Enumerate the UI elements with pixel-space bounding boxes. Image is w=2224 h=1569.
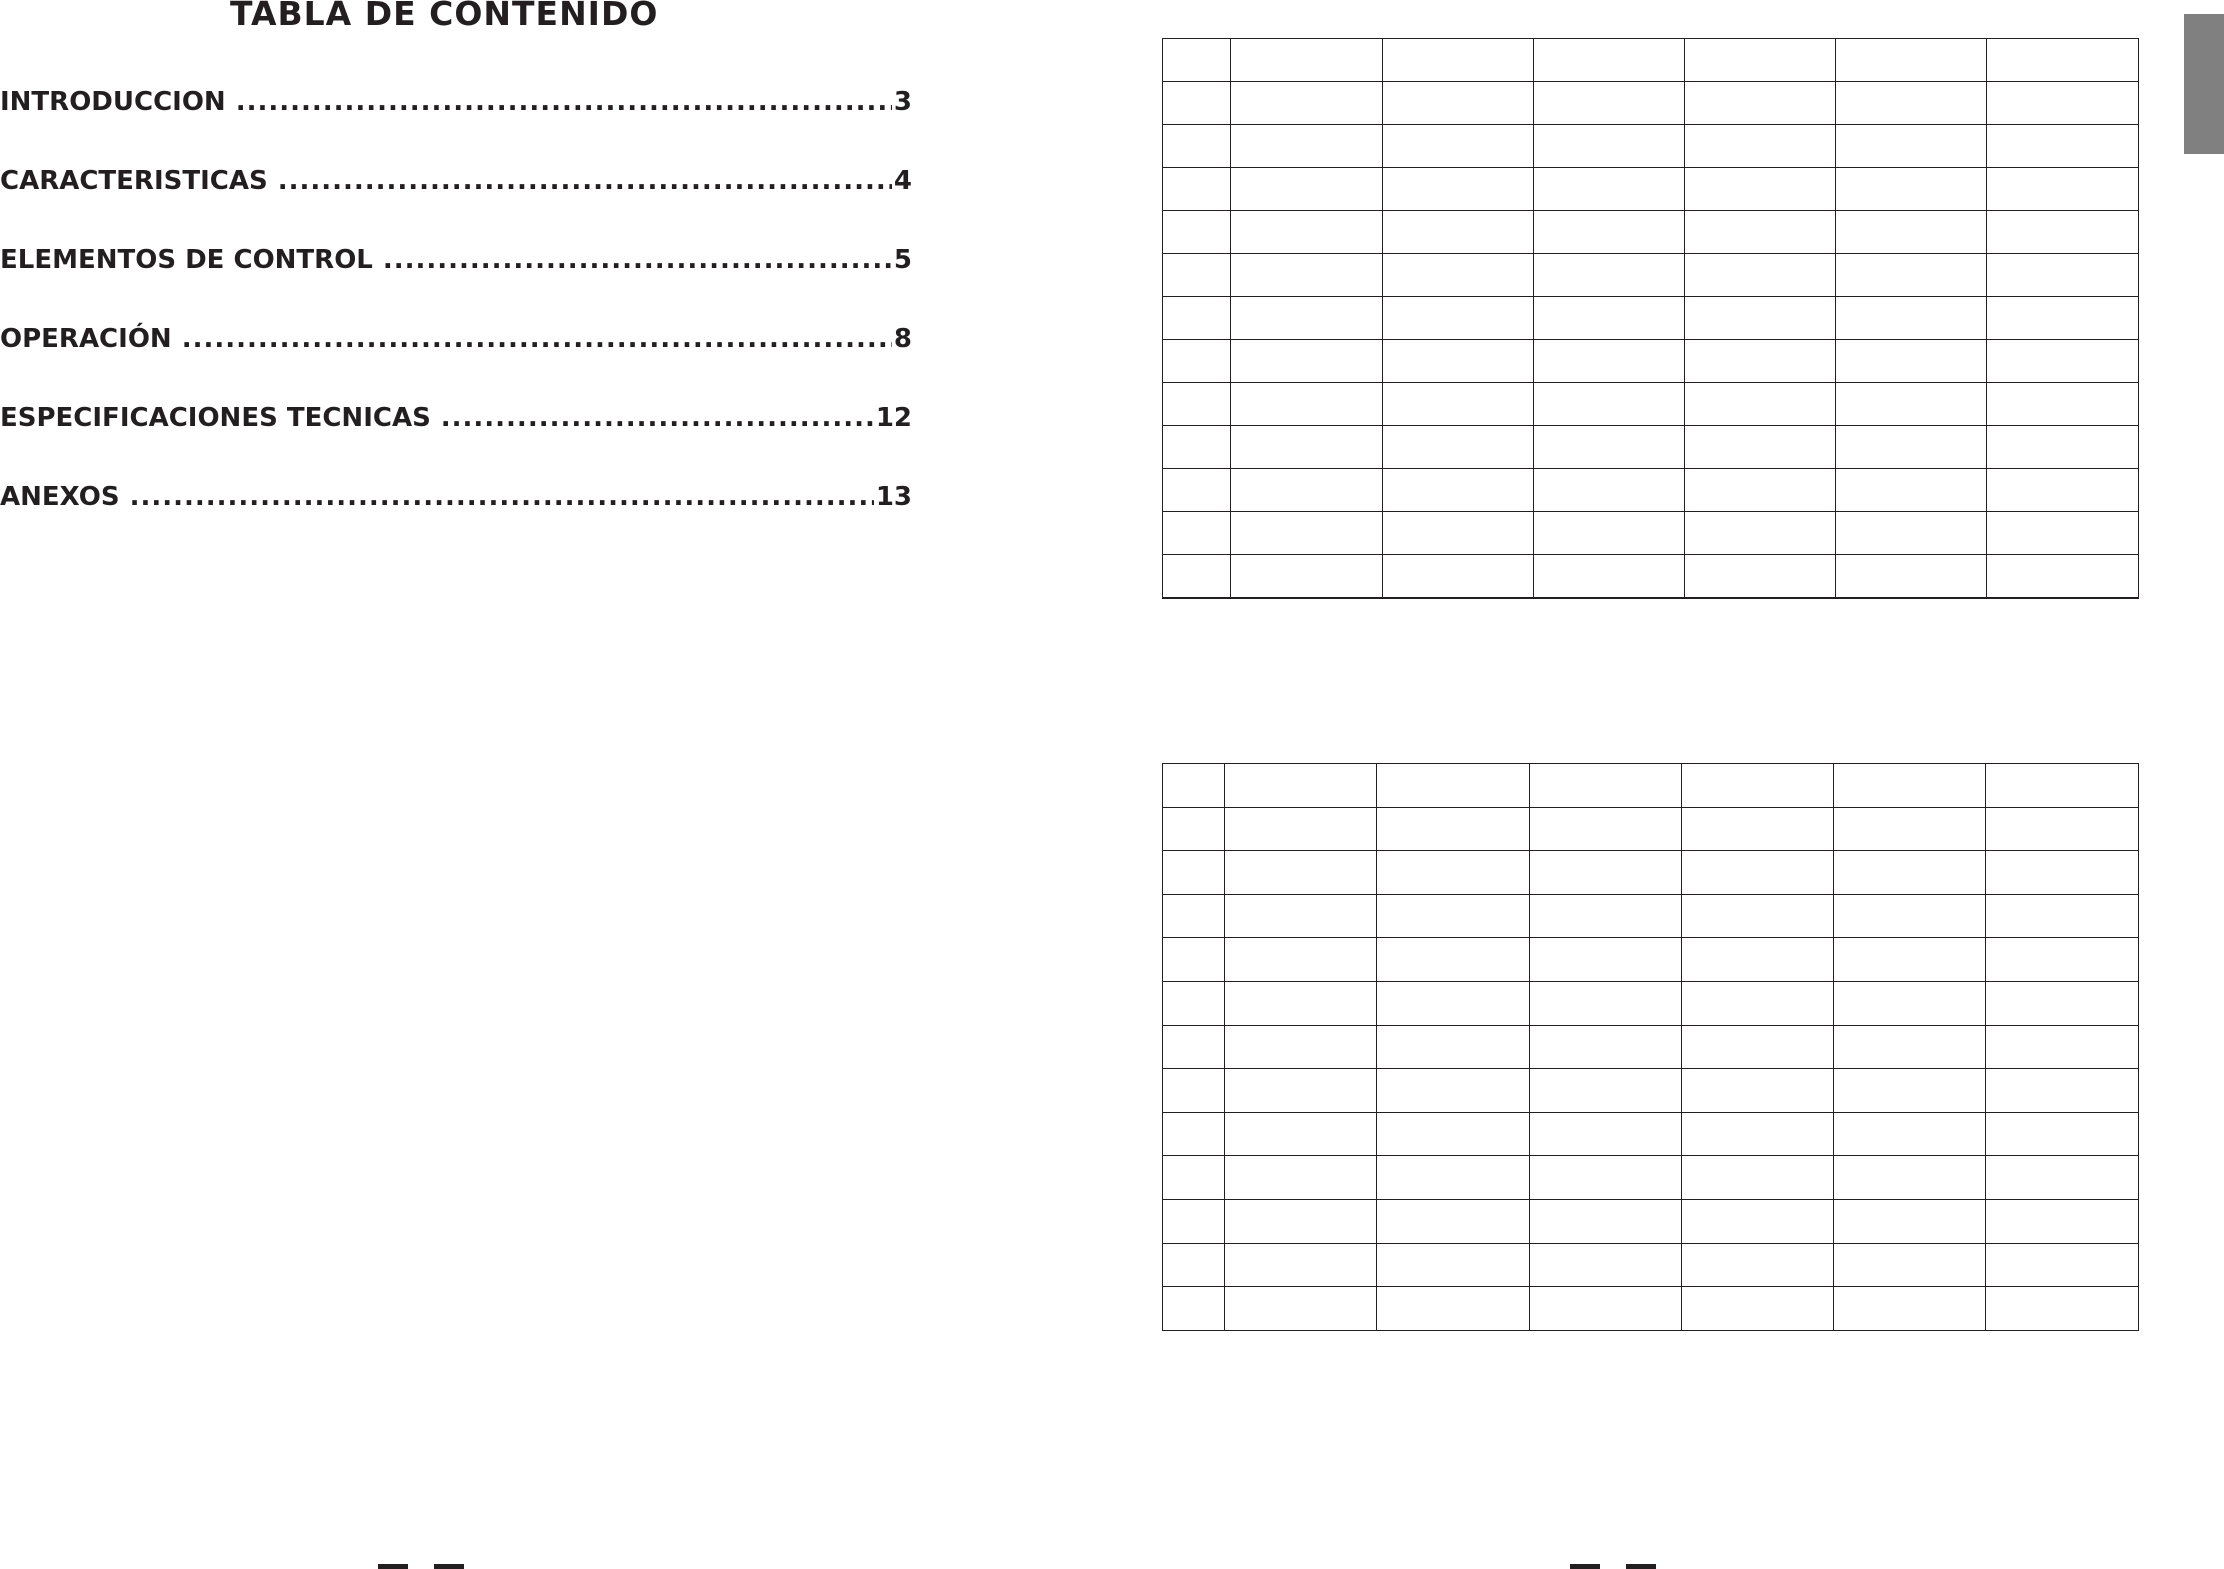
grid-cell [1682, 764, 1834, 808]
grid-cell [1231, 555, 1383, 599]
grid-cell [1836, 254, 1987, 297]
toc-entry[interactable] [0, 323, 912, 402]
grid-row [1163, 211, 2139, 254]
grid-cell [1530, 1112, 1682, 1156]
grid-cell [1987, 555, 2139, 599]
grid-cell [1163, 39, 1231, 82]
grid-row [1163, 297, 2139, 340]
grid-cell [1231, 297, 1383, 340]
grid-body-top [1163, 39, 2139, 599]
grid-cell [1163, 340, 1231, 383]
grid-cell [1685, 297, 1836, 340]
grid-cell [1836, 39, 1987, 82]
toc-dot-leader [383, 244, 892, 276]
grid-row [1163, 1112, 2139, 1156]
toc-title: TABLA DE CONTENIDO [230, 0, 659, 33]
grid-cell [1534, 426, 1685, 469]
grid-cell [1987, 39, 2139, 82]
grid-cell [1383, 340, 1534, 383]
grid-row [1163, 82, 2139, 125]
toc-dot-leader [441, 402, 874, 434]
grid-cell [1987, 512, 2139, 555]
grid-cell [1685, 82, 1836, 125]
grid-cell [1163, 764, 1225, 808]
grid-cell [1383, 125, 1534, 168]
grid-cell [1987, 340, 2139, 383]
grid-cell [1534, 383, 1685, 426]
grid-cell [1834, 1025, 1986, 1069]
grid-cell [1231, 82, 1383, 125]
grid-cell [1225, 807, 1377, 851]
grid-cell [1163, 894, 1225, 938]
grid-row [1163, 807, 2139, 851]
grid-cell [1986, 1025, 2139, 1069]
grid-cell [1225, 981, 1377, 1025]
grid-cell [1383, 512, 1534, 555]
grid-cell [1834, 807, 1986, 851]
grid-cell [1682, 1069, 1834, 1113]
grid-cell [1163, 807, 1225, 851]
grid-row [1163, 1069, 2139, 1113]
grid-row [1163, 938, 2139, 982]
grid-cell [1685, 426, 1836, 469]
grid-cell [1682, 1243, 1834, 1287]
grid-cell [1383, 469, 1534, 512]
grid-cell [1986, 764, 2139, 808]
toc-entry[interactable] [0, 86, 912, 165]
grid-cell [1682, 807, 1834, 851]
grid-cell [1163, 426, 1231, 469]
grid-cell [1225, 1199, 1377, 1243]
grid-cell [1986, 981, 2139, 1025]
grid-cell [1986, 851, 2139, 895]
grid-cell [1383, 211, 1534, 254]
grid-cell [1685, 211, 1836, 254]
grid-cell [1231, 125, 1383, 168]
toc-entry[interactable] [0, 481, 912, 560]
grid-row [1163, 1243, 2139, 1287]
grid-cell [1987, 125, 2139, 168]
toc-entry-label: OPERACIÓN [0, 324, 172, 354]
grid-row [1163, 1156, 2139, 1200]
grid-cell [1534, 125, 1685, 168]
grid-cell [1231, 39, 1383, 82]
grid-row [1163, 340, 2139, 383]
grid-cell [1163, 383, 1231, 426]
toc-entry-page: 13 [875, 482, 912, 512]
grid-cell [1682, 851, 1834, 895]
grid-cell [1987, 469, 2139, 512]
grid-cell [1383, 297, 1534, 340]
toc-dot-leader [278, 165, 892, 197]
page-number-marks-left [378, 1564, 464, 1569]
grid-row [1163, 1199, 2139, 1243]
grid-cell [1231, 426, 1383, 469]
grid-cell [1163, 125, 1231, 168]
grid-cell [1377, 981, 1530, 1025]
grid-cell [1377, 938, 1530, 982]
grid-cell [1231, 469, 1383, 512]
grid-cell [1834, 938, 1986, 982]
grid-cell [1836, 555, 1987, 599]
grid-cell [1163, 1199, 1225, 1243]
grid-cell [1225, 1025, 1377, 1069]
grid-cell [1987, 82, 2139, 125]
grid-cell [1834, 981, 1986, 1025]
toc-entry-page: 3 [893, 87, 912, 117]
grid-cell [1987, 383, 2139, 426]
grid-cell [1534, 340, 1685, 383]
grid-cell [1163, 168, 1231, 211]
grid-cell [1682, 1199, 1834, 1243]
grid-row [1163, 469, 2139, 512]
grid-cell [1834, 894, 1986, 938]
grid-cell [1225, 1156, 1377, 1200]
toc-entry-label: INTRODUCCION [0, 87, 226, 117]
grid-row [1163, 981, 2139, 1025]
grid-cell [1986, 1112, 2139, 1156]
grid-cell [1225, 938, 1377, 982]
grid-cell [1163, 211, 1231, 254]
grid-cell [1530, 1025, 1682, 1069]
grid-cell [1534, 168, 1685, 211]
grid-cell [1987, 297, 2139, 340]
grid-cell [1685, 39, 1836, 82]
grid-cell [1534, 82, 1685, 125]
blank-grid-table-bottom [1162, 763, 2139, 1331]
blank-grid-table-top [1162, 38, 2139, 599]
grid-cell [1534, 512, 1685, 555]
toc-dot-leader [182, 323, 892, 355]
grid-cell [1682, 938, 1834, 982]
grid-cell [1530, 764, 1682, 808]
grid-cell [1530, 1243, 1682, 1287]
toc-entry-page: 5 [893, 245, 912, 275]
grid-cell [1685, 469, 1836, 512]
toc-entry-page: 8 [893, 324, 912, 354]
grid-cell [1530, 981, 1682, 1025]
grid-cell [1685, 383, 1836, 426]
grid-cell [1377, 851, 1530, 895]
grid-cell [1836, 340, 1987, 383]
toc-entry-label: ANEXOS [0, 482, 120, 512]
grid-cell [1163, 1112, 1225, 1156]
toc-entry[interactable] [0, 165, 912, 244]
grid-cell [1225, 1287, 1377, 1331]
grid-cell [1685, 512, 1836, 555]
toc-entry-label: CARACTERISTICAS [0, 166, 268, 196]
grid-cell [1377, 1025, 1530, 1069]
grid-cell [1685, 340, 1836, 383]
toc-entry-label: ELEMENTOS DE CONTROL [0, 245, 373, 275]
grid-cell [1534, 254, 1685, 297]
grid-cell [1534, 297, 1685, 340]
grid-cell [1534, 469, 1685, 512]
grid-cell [1986, 1069, 2139, 1113]
grid-cell [1383, 39, 1534, 82]
page-number-marks-right [1570, 1564, 1656, 1569]
grid-row [1163, 383, 2139, 426]
grid-cell [1231, 254, 1383, 297]
grid-cell [1834, 851, 1986, 895]
grid-cell [1685, 168, 1836, 211]
grid-cell [1530, 1199, 1682, 1243]
grid-cell [1163, 555, 1231, 599]
toc-dot-leader [130, 481, 874, 513]
grid-cell [1377, 1156, 1530, 1200]
grid-cell [1163, 469, 1231, 512]
grid-row [1163, 125, 2139, 168]
toc-entry[interactable] [0, 244, 912, 323]
toc-entry-label: ESPECIFICACIONES TECNICAS [0, 403, 431, 433]
grid-cell [1987, 211, 2139, 254]
grid-cell [1530, 1287, 1682, 1331]
grid-cell [1534, 211, 1685, 254]
grid-row [1163, 1025, 2139, 1069]
grid-cell [1163, 1287, 1225, 1331]
grid-cell [1834, 764, 1986, 808]
grid-cell [1836, 512, 1987, 555]
toc-list [0, 86, 912, 560]
grid-cell [1163, 512, 1231, 555]
grid-cell [1225, 764, 1377, 808]
toc-entry-page: 12 [875, 403, 912, 433]
grid-cell [1986, 1243, 2139, 1287]
grid-cell [1986, 1199, 2139, 1243]
grid-row [1163, 764, 2139, 808]
grid-cell [1383, 82, 1534, 125]
grid-cell [1836, 82, 1987, 125]
grid-cell [1383, 555, 1534, 599]
grid-cell [1682, 981, 1834, 1025]
grid-cell [1163, 1243, 1225, 1287]
grid-cell [1685, 254, 1836, 297]
grid-cell [1836, 125, 1987, 168]
grid-cell [1377, 1112, 1530, 1156]
grid-cell [1834, 1156, 1986, 1200]
grid-cell [1377, 1069, 1530, 1113]
grid-cell [1836, 383, 1987, 426]
grid-cell [1834, 1287, 1986, 1331]
grid-cell [1682, 1112, 1834, 1156]
grid-cell [1836, 469, 1987, 512]
grid-cell [1986, 1287, 2139, 1331]
grid-cell [1231, 383, 1383, 426]
grid-cell [1834, 1243, 1986, 1287]
grid-cell [1987, 426, 2139, 469]
grid-cell [1987, 254, 2139, 297]
grid-body-bottom [1163, 764, 2139, 1331]
grid-cell [1225, 1243, 1377, 1287]
grid-cell [1987, 168, 2139, 211]
grid-cell [1231, 340, 1383, 383]
grid-row [1163, 254, 2139, 297]
grid-cell [1377, 1199, 1530, 1243]
grid-cell [1377, 807, 1530, 851]
grid-cell [1383, 426, 1534, 469]
grid-row [1163, 426, 2139, 469]
grid-row [1163, 168, 2139, 211]
toc-dot-leader [236, 86, 892, 118]
grid-cell [1231, 211, 1383, 254]
grid-cell [1836, 211, 1987, 254]
grid-cell [1225, 1112, 1377, 1156]
grid-row [1163, 1287, 2139, 1331]
page-mark [434, 1564, 464, 1569]
grid-cell [1986, 807, 2139, 851]
grid-cell [1163, 981, 1225, 1025]
grid-cell [1163, 82, 1231, 125]
grid-cell [1836, 426, 1987, 469]
grid-row [1163, 512, 2139, 555]
grid-cell [1163, 1025, 1225, 1069]
side-tab-marker [2184, 14, 2224, 154]
grid-cell [1530, 938, 1682, 982]
grid-row [1163, 39, 2139, 82]
grid-cell [1383, 168, 1534, 211]
page-mark [1570, 1564, 1600, 1569]
toc-entry-page: 4 [893, 166, 912, 196]
grid-cell [1534, 555, 1685, 599]
grid-cell [1834, 1199, 1986, 1243]
grid-cell [1163, 938, 1225, 982]
grid-cell [1163, 254, 1231, 297]
grid-cell [1836, 168, 1987, 211]
grid-cell [1685, 555, 1836, 599]
grid-cell [1377, 894, 1530, 938]
grid-cell [1986, 1156, 2139, 1200]
grid-cell [1163, 297, 1231, 340]
grid-row [1163, 851, 2139, 895]
grid-cell [1530, 1156, 1682, 1200]
grid-cell [1530, 894, 1682, 938]
grid-cell [1682, 894, 1834, 938]
grid-cell [1530, 851, 1682, 895]
grid-cell [1534, 39, 1685, 82]
grid-cell [1986, 938, 2139, 982]
grid-cell [1225, 851, 1377, 895]
grid-cell [1834, 1069, 1986, 1113]
grid-cell [1163, 1156, 1225, 1200]
grid-cell [1383, 383, 1534, 426]
grid-cell [1682, 1287, 1834, 1331]
grid-cell [1377, 764, 1530, 808]
grid-cell [1682, 1156, 1834, 1200]
grid-cell [1377, 1243, 1530, 1287]
grid-cell [1163, 1069, 1225, 1113]
page-mark [378, 1564, 408, 1569]
grid-cell [1225, 1069, 1377, 1113]
grid-row [1163, 894, 2139, 938]
grid-cell [1682, 1025, 1834, 1069]
grid-cell [1383, 254, 1534, 297]
grid-cell [1231, 168, 1383, 211]
grid-cell [1685, 125, 1836, 168]
grid-cell [1836, 297, 1987, 340]
grid-cell [1231, 512, 1383, 555]
grid-cell [1530, 807, 1682, 851]
grid-cell [1163, 851, 1225, 895]
grid-cell [1530, 1069, 1682, 1113]
grid-cell [1225, 894, 1377, 938]
grid-cell [1986, 894, 2139, 938]
grid-row [1163, 555, 2139, 599]
page-mark [1626, 1564, 1656, 1569]
grid-cell [1377, 1287, 1530, 1331]
grid-cell [1834, 1112, 1986, 1156]
toc-entry[interactable] [0, 402, 912, 481]
